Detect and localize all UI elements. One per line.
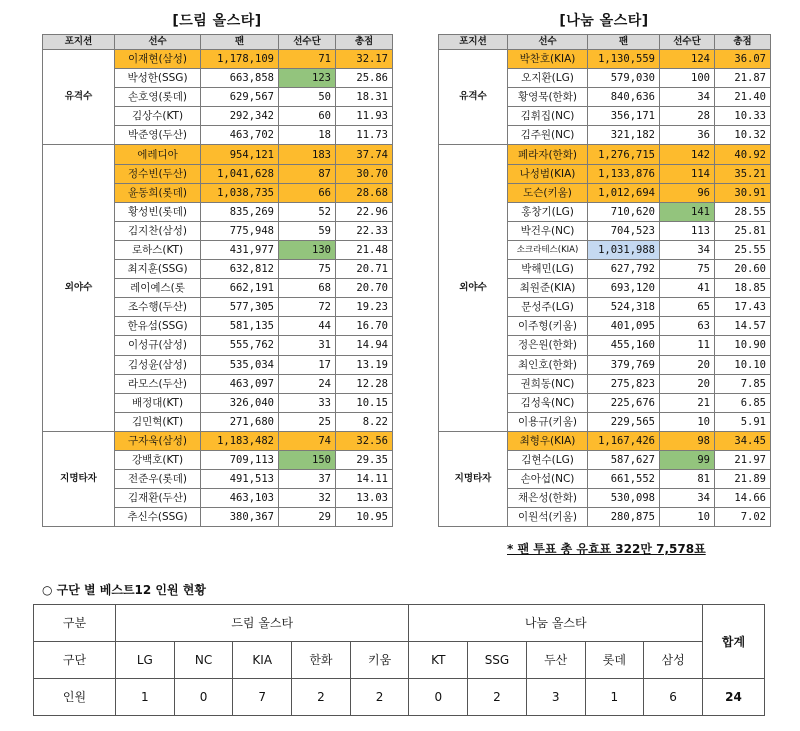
player-cell: 이성규(삼성) [115,336,201,355]
header-total: 총점 [715,35,771,50]
player-cell: 홍창기(LG) [508,202,588,221]
total-score-cell: 21.97 [715,450,771,469]
total-score-cell: 22.33 [336,221,393,240]
dream-title: [드림 올스타] [172,13,262,29]
player-cell: 이재현(삼성) [115,50,201,69]
header-fan: 팬 [201,35,279,50]
fan-vote-cell: 577,305 [201,298,279,317]
total-score-cell: 28.68 [336,183,393,202]
total-score-cell: 16.70 [336,317,393,336]
table-row [43,431,393,450]
fan-vote-cell: 587,627 [588,450,660,469]
player-cell: 박건우(NC) [508,221,588,240]
total-score-cell: 22.96 [336,202,393,221]
dream-group-label: 드림 올스타 [116,605,409,642]
fan-vote-cell: 463,097 [201,374,279,393]
team-vote-cell: 123 [279,69,336,88]
fan-vote-cell: 379,769 [588,355,660,374]
total-score-cell: 14.11 [336,470,393,489]
fan-vote-cell: 555,762 [201,336,279,355]
player-cell: 최원준(KIA) [508,279,588,298]
fan-vote-cell: 627,792 [588,260,660,279]
team-vote-cell: 66 [279,183,336,202]
team-name-cell: 두산 [526,642,585,679]
nanum-table [438,34,771,527]
fan-vote-cell: 710,620 [588,202,660,221]
player-cell: 윤동희(롯데) [115,183,201,202]
summary-section-title: ○ 구단 별 베스트12 인원 현황 [42,583,206,597]
total-score-cell: 10.10 [715,355,771,374]
team-vote-cell: 44 [279,317,336,336]
fan-vote-cell: 326,040 [201,393,279,412]
total-score-cell: 7.85 [715,374,771,393]
team-count-cell: 6 [644,679,703,716]
player-cell: 레이예스(롯 [115,279,201,298]
fan-vote-cell: 1,031,988 [588,240,660,259]
team-name-cell: 롯데 [585,642,644,679]
fan-vote-cell: 455,160 [588,336,660,355]
team-vote-cell: 17 [279,355,336,374]
total-score-cell: 25.55 [715,240,771,259]
team-vote-cell: 100 [660,69,715,88]
fan-vote-cell: 1,167,426 [588,431,660,450]
label-team: 구단 [34,642,116,679]
player-cell: 최인호(한화) [508,355,588,374]
table-row [439,50,771,69]
player-cell: 황성빈(롯데) [115,202,201,221]
player-cell: 나성범(KIA) [508,164,588,183]
fan-vote-cell: 275,823 [588,374,660,393]
team-vote-cell: 74 [279,431,336,450]
player-cell: 전준우(롯데) [115,470,201,489]
header-player: 선수 [115,35,201,50]
total-score-cell: 20.71 [336,260,393,279]
summary-row-category [34,605,765,642]
total-score-cell: 29.35 [336,450,393,469]
header-player: 선수 [508,35,588,50]
total-score-cell: 30.91 [715,183,771,202]
team-name-cell: 한화 [292,642,351,679]
team-vote-cell: 18 [279,126,336,145]
team-vote-cell: 20 [660,355,715,374]
total-score-cell: 5.91 [715,412,771,431]
player-cell: 강백호(KT) [115,450,201,469]
table-row [43,145,393,164]
team-name-cell: KIA [233,642,292,679]
team-vote-cell: 114 [660,164,715,183]
team-name-cell: KT [409,642,468,679]
fan-vote-cell: 632,812 [201,260,279,279]
player-cell: 한유섬(SSG) [115,317,201,336]
team-vote-cell: 141 [660,202,715,221]
total-score-cell: 20.70 [336,279,393,298]
total-score-cell: 14.57 [715,317,771,336]
team-vote-cell: 29 [279,508,336,527]
player-cell: 김성욱(NC) [508,393,588,412]
fan-vote-cell: 661,552 [588,470,660,489]
total-score-cell: 35.21 [715,164,771,183]
total-score-cell: 32.17 [336,50,393,69]
nanum-group-label: 나눔 올스타 [409,605,703,642]
total-score-cell: 19.23 [336,298,393,317]
total-score-cell: 18.85 [715,279,771,298]
player-cell: 이원석(키움) [508,508,588,527]
team-count-cell: 2 [350,679,409,716]
player-cell: 김주원(NC) [508,126,588,145]
total-score-cell: 8.22 [336,412,393,431]
team-vote-cell: 75 [279,260,336,279]
player-cell: 페라자(한화) [508,145,588,164]
player-cell: 정은원(한화) [508,336,588,355]
fan-vote-cell: 292,342 [201,107,279,126]
team-vote-cell: 98 [660,431,715,450]
player-cell: 김지찬(삼성) [115,221,201,240]
player-cell: 이용규(키움) [508,412,588,431]
player-cell: 손아섭(NC) [508,470,588,489]
fan-vote-cell: 1,012,694 [588,183,660,202]
player-cell: 배정대(KT) [115,393,201,412]
table-row [43,50,393,69]
team-vote-cell: 20 [660,374,715,393]
fan-vote-cell: 271,680 [201,412,279,431]
label-count: 인원 [34,679,116,716]
total-score-cell: 13.19 [336,355,393,374]
team-vote-cell: 41 [660,279,715,298]
team-vote-cell: 71 [279,50,336,69]
fan-vote-cell: 709,113 [201,450,279,469]
fan-vote-cell: 229,565 [588,412,660,431]
total-score-cell: 10.33 [715,107,771,126]
player-cell: 최형우(KIA) [508,431,588,450]
fan-vote-cell: 1,276,715 [588,145,660,164]
fan-vote-cell: 693,120 [588,279,660,298]
fan-vote-cell: 954,121 [201,145,279,164]
total-label: 합계 [703,605,765,679]
fan-vote-cell: 704,523 [588,221,660,240]
fan-vote-cell: 463,702 [201,126,279,145]
total-score-cell: 21.89 [715,470,771,489]
team-vote-cell: 99 [660,450,715,469]
fan-vote-cell: 321,182 [588,126,660,145]
position-cell: 유격수 [439,50,508,145]
total-score-cell: 21.87 [715,69,771,88]
player-cell: 김상수(KT) [115,107,201,126]
team-vote-cell: 33 [279,393,336,412]
team-vote-cell: 81 [660,470,715,489]
player-cell: 라모스(두산) [115,374,201,393]
team-vote-cell: 96 [660,183,715,202]
position-cell: 지명타자 [439,431,508,526]
player-cell: 김현수(LG) [508,450,588,469]
header-fan: 팬 [588,35,660,50]
header-position: 포지션 [43,35,115,50]
total-score-cell: 34.45 [715,431,771,450]
total-count-cell: 24 [703,679,765,716]
player-cell: 이주형(키움) [508,317,588,336]
fan-vote-cell: 356,171 [588,107,660,126]
team-vote-cell: 124 [660,50,715,69]
player-cell: 소크라테스(KIA) [508,240,588,259]
fan-vote-cell: 1,130,559 [588,50,660,69]
team-vote-cell: 25 [279,412,336,431]
total-score-cell: 21.40 [715,88,771,107]
team-vote-cell: 130 [279,240,336,259]
fan-vote-cell: 380,367 [201,508,279,527]
header-team-vote: 선수단 [279,35,336,50]
team-count-cell: 7 [233,679,292,716]
total-score-cell: 7.02 [715,508,771,527]
team-count-cell: 1 [585,679,644,716]
header-team-vote: 선수단 [660,35,715,50]
fan-vote-cell: 1,178,109 [201,50,279,69]
player-cell: 박준영(두산) [115,126,201,145]
vote-footnote: * 팬 투표 총 유효표 322만 7,578표 [507,542,706,556]
fan-vote-cell: 524,318 [588,298,660,317]
team-count-cell: 2 [468,679,527,716]
player-cell: 추신수(SSG) [115,508,201,527]
team-vote-cell: 150 [279,450,336,469]
team-vote-cell: 31 [279,336,336,355]
team-vote-cell: 65 [660,298,715,317]
total-score-cell: 10.95 [336,508,393,527]
total-score-cell: 21.48 [336,240,393,259]
dream-table-body [43,50,393,527]
fan-vote-cell: 1,041,628 [201,164,279,183]
player-cell: 박해민(LG) [508,260,588,279]
team-vote-cell: 37 [279,470,336,489]
nanum-title: [나눔 올스타] [559,13,649,29]
total-score-cell: 14.66 [715,489,771,508]
total-score-cell: 20.60 [715,260,771,279]
total-score-cell: 30.70 [336,164,393,183]
summary-row-teams [34,642,765,679]
player-cell: 황영묵(한화) [508,88,588,107]
position-cell: 외야수 [439,145,508,431]
fan-vote-cell: 1,183,482 [201,431,279,450]
header-position: 포지션 [439,35,508,50]
summary-row-counts [34,679,765,716]
player-cell: 조수행(두산) [115,298,201,317]
nanum-table-body [439,50,771,527]
total-score-cell: 14.94 [336,336,393,355]
team-count-cell: 0 [409,679,468,716]
player-cell: 최지훈(SSG) [115,260,201,279]
fan-vote-cell: 463,103 [201,489,279,508]
total-score-cell: 25.81 [715,221,771,240]
fan-vote-cell: 491,513 [201,470,279,489]
team-vote-cell: 34 [660,489,715,508]
player-cell: 로하스(KT) [115,240,201,259]
team-vote-cell: 142 [660,145,715,164]
total-score-cell: 10.90 [715,336,771,355]
team-vote-cell: 21 [660,393,715,412]
team-vote-cell: 59 [279,221,336,240]
total-score-cell: 36.07 [715,50,771,69]
team-name-cell: 삼성 [644,642,703,679]
total-score-cell: 37.74 [336,145,393,164]
header-total: 총점 [336,35,393,50]
total-score-cell: 13.03 [336,489,393,508]
player-cell: 박성한(SSG) [115,69,201,88]
team-vote-cell: 72 [279,298,336,317]
player-cell: 정수빈(두산) [115,164,201,183]
total-score-cell: 32.56 [336,431,393,450]
team-vote-cell: 11 [660,336,715,355]
team-vote-cell: 60 [279,107,336,126]
fan-vote-cell: 225,676 [588,393,660,412]
fan-vote-cell: 835,269 [201,202,279,221]
player-cell: 에레디아 [115,145,201,164]
fan-vote-cell: 629,567 [201,88,279,107]
team-count-cell: 1 [116,679,175,716]
team-vote-cell: 113 [660,221,715,240]
team-vote-cell: 183 [279,145,336,164]
total-score-cell: 11.93 [336,107,393,126]
team-vote-cell: 34 [660,88,715,107]
player-cell: 김재환(두산) [115,489,201,508]
team-vote-cell: 10 [660,508,715,527]
player-cell: 오지환(LG) [508,69,588,88]
player-cell: 채은성(한화) [508,489,588,508]
fan-vote-cell: 775,948 [201,221,279,240]
total-score-cell: 40.92 [715,145,771,164]
player-cell: 김휘집(NC) [508,107,588,126]
fan-vote-cell: 1,133,876 [588,164,660,183]
label-category: 구분 [34,605,116,642]
total-score-cell: 17.43 [715,298,771,317]
total-score-cell: 12.28 [336,374,393,393]
team-vote-cell: 36 [660,126,715,145]
team-vote-cell: 34 [660,240,715,259]
fan-vote-cell: 579,030 [588,69,660,88]
team-vote-cell: 50 [279,88,336,107]
total-score-cell: 28.55 [715,202,771,221]
team-vote-cell: 87 [279,164,336,183]
team-vote-cell: 63 [660,317,715,336]
player-cell: 김성윤(삼성) [115,355,201,374]
team-name-cell: SSG [468,642,527,679]
total-score-cell: 25.86 [336,69,393,88]
fan-vote-cell: 535,034 [201,355,279,374]
total-score-cell: 18.31 [336,88,393,107]
position-cell: 유격수 [43,50,115,145]
team-vote-cell: 10 [660,412,715,431]
team-count-cell: 2 [292,679,351,716]
total-score-cell: 6.85 [715,393,771,412]
fan-vote-cell: 280,875 [588,508,660,527]
player-cell: 문성주(LG) [508,298,588,317]
player-cell: 구자욱(삼성) [115,431,201,450]
nanum-allstar-panel [438,8,770,527]
fan-vote-cell: 530,098 [588,489,660,508]
player-cell: 박찬호(KIA) [508,50,588,69]
total-score-cell: 10.32 [715,126,771,145]
table-row [439,431,771,450]
position-cell: 외야수 [43,145,115,431]
fan-vote-cell: 431,977 [201,240,279,259]
summary-table [33,604,765,716]
nanum-header-row [439,35,771,50]
dream-allstar-panel [42,8,392,527]
team-name-cell: NC [174,642,233,679]
player-cell: 김민혁(KT) [115,412,201,431]
total-score-cell: 11.73 [336,126,393,145]
team-name-cell: LG [116,642,175,679]
team-name-cell: 키움 [350,642,409,679]
fan-vote-cell: 662,191 [201,279,279,298]
table-row [439,145,771,164]
fan-vote-cell: 1,038,735 [201,183,279,202]
team-count-cell: 0 [174,679,233,716]
fan-vote-cell: 663,858 [201,69,279,88]
dream-table [42,34,393,527]
fan-vote-cell: 401,095 [588,317,660,336]
team-count-cell: 3 [526,679,585,716]
player-cell: 권희동(NC) [508,374,588,393]
player-cell: 손호영(롯데) [115,88,201,107]
team-vote-cell: 75 [660,260,715,279]
total-score-cell: 10.15 [336,393,393,412]
team-vote-cell: 52 [279,202,336,221]
team-vote-cell: 28 [660,107,715,126]
team-vote-cell: 24 [279,374,336,393]
position-cell: 지명타자 [43,431,115,526]
dream-header-row [43,35,393,50]
player-cell: 도슨(키움) [508,183,588,202]
fan-vote-cell: 581,135 [201,317,279,336]
team-vote-cell: 32 [279,489,336,508]
team-vote-cell: 68 [279,279,336,298]
fan-vote-cell: 840,636 [588,88,660,107]
